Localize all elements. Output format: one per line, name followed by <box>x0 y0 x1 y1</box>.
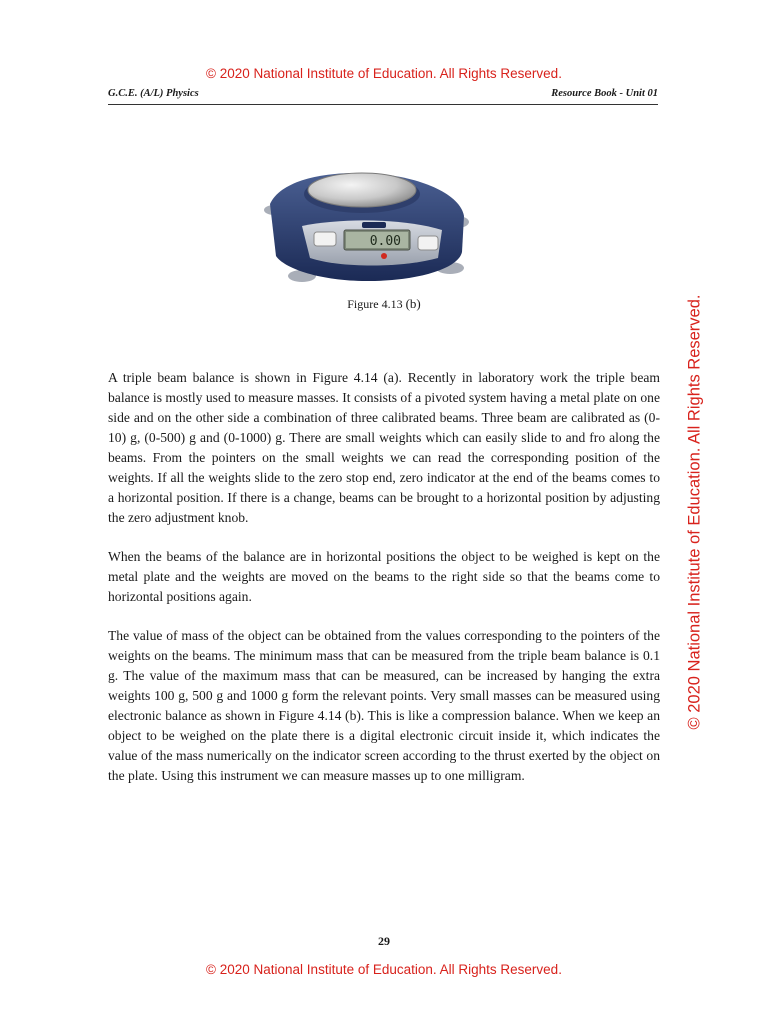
copyright-side <box>681 252 709 772</box>
figure-caption-part: (b) <box>405 296 421 311</box>
header-subject: G.C.E. (A/L) Physics <box>108 88 199 99</box>
copyright-side-text: © 2020 National Institute of Education. All Rights Reserved. <box>685 294 704 730</box>
copyright-top: © 2020 National Institute of Education. All Rights Reserved. <box>206 66 562 81</box>
copyright-bottom: © 2020 National Institute of Education. All Rights Reserved. <box>206 962 562 977</box>
paragraph: When the beams of the balance are in horizontal positions the object to be weighed is kept on the metal plate and the weights are moved on the beams to the right side so that the beams come to horizontal positions again. <box>108 549 660 604</box>
running-header <box>108 88 658 105</box>
header-resource: Resource Book - Unit 01 <box>551 88 658 99</box>
page-number: 29 <box>378 934 390 948</box>
electronic-balance-illustration <box>262 160 472 285</box>
paragraph: The value of mass of the object can be obtained from the values corresponding to the pointers of the weights on the beams. The minimum mass that can be measured from the triple beam balance is 0.1 g. The value of the maximum mass that can be measured, can be increased by hanging the extra weights 100 g, 500 g and 1000 g form the relevant points. Very small masses can be measured using electronic balance as shown in Figure 4.14 (b). This is like a compression balance. When we keep an object to be weighed on the plate there is a digital electronic circuit inside it, which indicates the value of the mass numerically on the indicator screen according to the thrust exerted by the object on the plate. Using this instrument we can measure masses up to one milligram. <box>108 628 660 783</box>
paragraph: A triple beam balance is shown in Figure 4.14 (a). Recently in laboratory work the triple beam balance is mostly used to measure masses. It consists of a pivoted system having a metal plate on one side and on the other side a combination of three calibrated beams. Three beam are calibrated as (0-10) g, (0-500) g and (0-1000) g. There are small weights which can easily slide to and fro along the beams. From the pointers on the small weights we can read the corresponding position of the weights. If all the weights slide to the zero stop end, zero indicator at the end of the beams comes to a horizontal position. If there is a change, beams can be brought to a horizontal position by adjusting the zero adjustment knob. <box>108 370 660 525</box>
figure-caption-word: Figure <box>347 297 379 311</box>
figure-caption <box>0 296 768 312</box>
figure-caption-number: 4.13 <box>381 297 403 311</box>
body-text <box>108 368 660 805</box>
electronic-balance-image <box>262 160 472 285</box>
balance-display-reading: 0.00 <box>369 234 401 249</box>
